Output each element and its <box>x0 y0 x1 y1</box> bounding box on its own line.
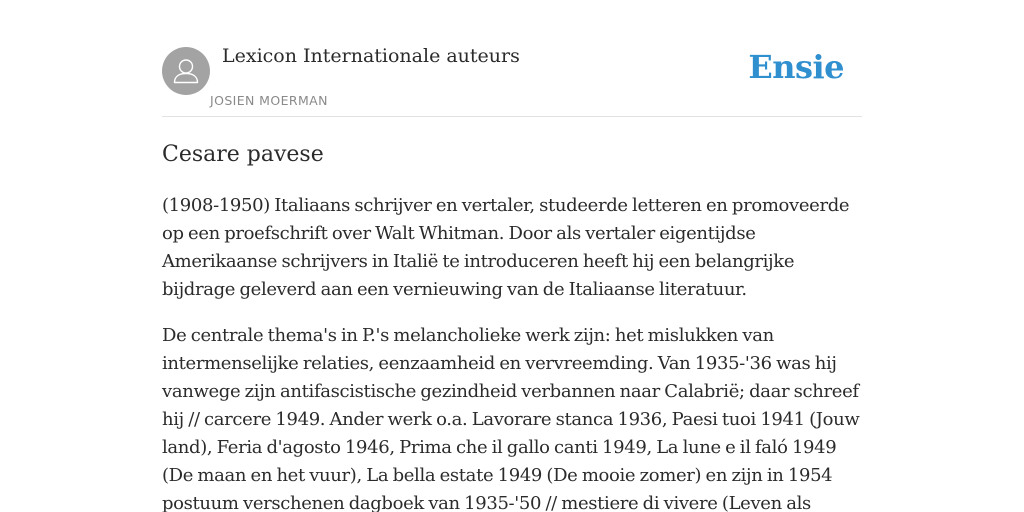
lexicon-title-link[interactable]: Lexicon Internationale auteurs <box>222 45 520 67</box>
header <box>162 0 862 117</box>
user-icon <box>162 47 210 95</box>
article-paragraph: (1908-1950) Italiaans schrijver en vertaler, studeerde letteren en promoveerde op een proefschrift over Walt Whitman. Door als vertaler eigentijdse Amerikaanse schrijvers in Italië te introduceren heeft hij een belangrijke bijdrage geleverd aan een vernieuwing van de Italiaanse literatuur. <box>162 195 850 300</box>
author-name[interactable]: JOSIEN MOERMAN <box>210 93 328 108</box>
ensie-logo[interactable]: Ensie <box>748 48 844 86</box>
author-avatar[interactable] <box>162 47 210 95</box>
article <box>162 139 862 512</box>
article-title: Cesare pavese <box>162 142 324 167</box>
article-paragraph: De centrale thema's in P.'s melancholieke werk zijn: het mislukken van intermenselijke relaties, eenzaamheid en vervreemding. Van 1935-'36 was hij vanwege zijn antifascistische gezindheid verbannen naar Calabrië; daar schreef hij // carcere 1949. Ander werk o.a. Lavorare stanca 1936, Paesi tuoi 1941 (Jouw land), Feria d'agosto 1946, Prima che il gallo canti 1949, La lune e il faló 1949 (De maan en het vuur), La bella estate 1949 (De mooie zomer) en zijn in 1954 postuum verschenen dagboek van 1935-'50 // mestiere di vivere (Leven als <box>162 325 860 512</box>
